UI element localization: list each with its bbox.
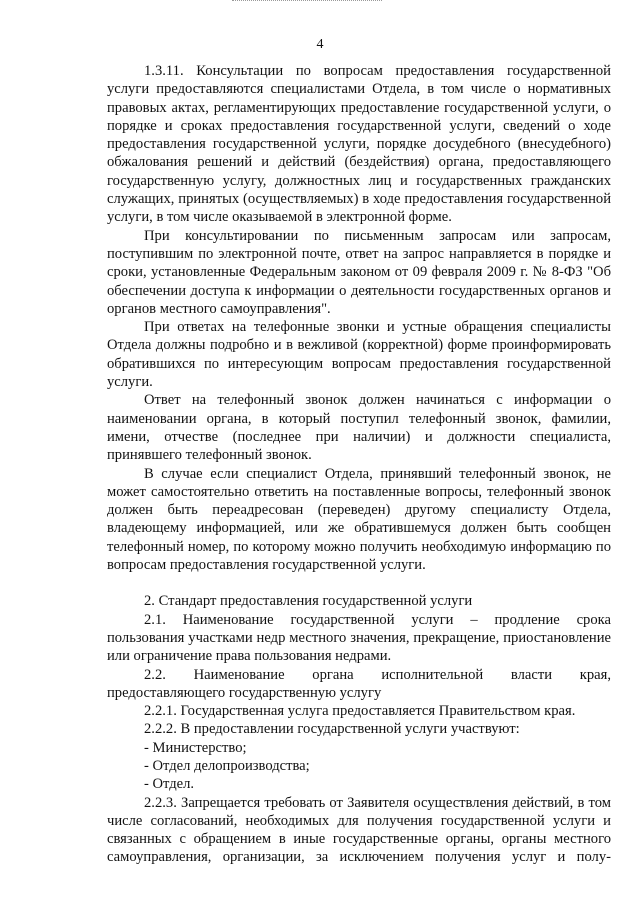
paragraph-call-redirect: В случае если специалист Отдела, принявший телефонный звонок, не может самостоятельно ответить на поставленные вопросы, телефонный звонок должен быть переадресован (переведен) другому специалисту Отдела, владеющему информацией, или же обратившемуся должен быть сообщен телефонный номер, по которому можно получить необходимую информацию по вопросам предоставления государственной услуги. — [107, 465, 611, 574]
paragraph-call-answer: Ответ на телефонный звонок должен начинаться с информации о наименовании органа, в который поступил телефонный звонок, фамилии, имени, отчестве (последнее при наличии) и должности специалиста, принявшего телефонный звонок. — [107, 392, 611, 464]
paragraph-2-2-3: 2.2.3. Запрещается требовать от Заявителя осуществления действий, в том числе согласований, необходимых для получения государственной услуги и связанных с обращением в иные государственные органы, органы местного самоуправления, организации, за исключением получения услуг и полу- — [107, 794, 611, 866]
paragraph-2-1: 2.1. Наименование государственной услуги – продление срока пользования участками недр местного значения, прекращение, приостановление или ограничение права пользования недрами. — [107, 611, 611, 665]
list-item-ministry: - Министерство; — [144, 739, 247, 756]
paragraph-2-2: 2.2. Наименование органа исполнительной власти края, предоставляющего государственную услугу — [107, 666, 611, 701]
document-body — [107, 62, 611, 867]
section-heading: 2. Стандарт предоставления государственной услуги — [144, 593, 473, 610]
paragraph-2-2-1: 2.2.1. Государственная услуга предоставляется Правительством края. — [144, 703, 576, 720]
paragraph-written-requests: При консультировании по письменным запросам или запросам, поступившим по электронной почте, ответ на запрос направляется в порядке и сроки, установленные Федеральным законом от 09 февраля 2009 г. № 8-ФЗ "Об обеспечении доступа к информации о деятельности государственных органов и органов местного самоуправления". — [107, 227, 611, 317]
paragraph-phone-calls: При ответах на телефонные звонки и устные обращения специалисты Отдела должны подробно и в вежливой (корректной) форме проинформировать обратившихся по интересующим вопросам предоставления государственной услуги. — [107, 319, 611, 391]
paragraph-1-3-11: 1.3.11. Консультации по вопросам предоставления государственной услуги предоставляются специалистами Отдела, в том числе о нормативных правовых актах, регламентирующих предоставление государственной услуги, о порядке и сроках предоставления государственной услуги, сведений о ходе предоставления государственной услуги, порядке досудебного (внесудебного) обжалования решений и действий (бездействия) органа, предоставляющего государственную услугу, должностных лиц и государственных гражданских служащих, принятых (осуществляемых) в ходе предоставления государственной услуги, в том числе оказываемой в электронной форме. — [107, 63, 611, 226]
paragraph-gap — [107, 574, 611, 592]
list-item-records-department: - Отдел делопроизводства; — [144, 757, 310, 774]
paragraph-2-2-2: 2.2.2. В предоставлении государственной услуги участвуют: — [144, 721, 520, 738]
page-top-mark — [232, 0, 382, 4]
list-item-department: - Отдел. — [144, 776, 195, 793]
page-number: 4 — [316, 37, 324, 52]
